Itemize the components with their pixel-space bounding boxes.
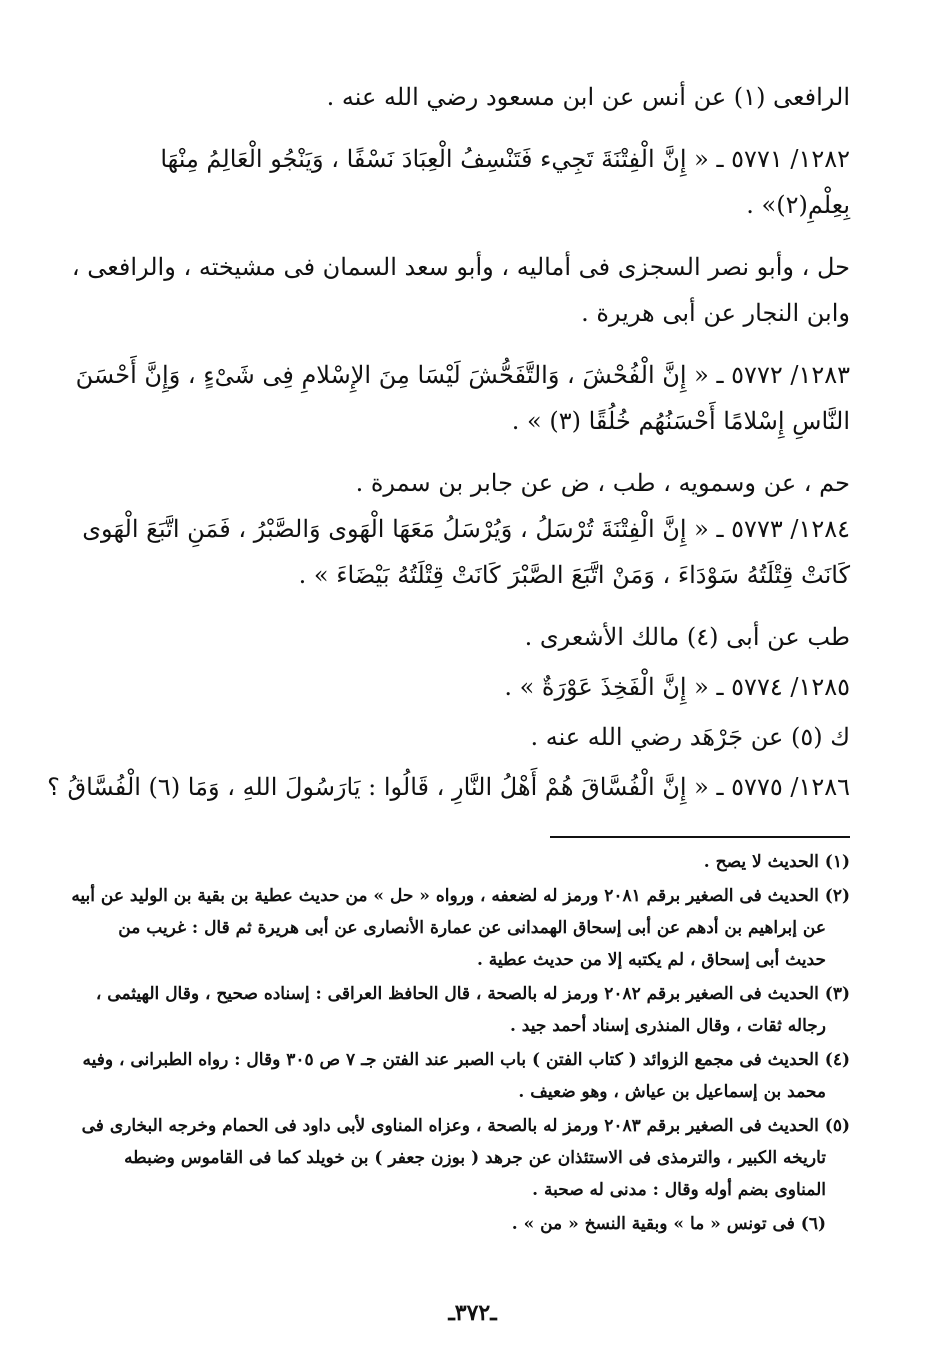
footnote-2 [71,880,850,976]
source-line: وابن النجار عن أبى هريرة . [581,299,850,327]
main-text [47,72,850,812]
hadith-1282-line-1: ١٢٨٢/ ٥٧٧١ ـ « إِنَّ الْفِتْنَةَ تَجِيء فَتَنْسِفُ الْعِبَادَ نَسْفًا ، وَيَنْجُو الْعَالِمُ مِنْهَا [160,145,850,173]
footnote-line: تاريخه الكبير ، والترمذى فى الاستئذان عن جرهد ( بوزن جعفر ) بن خويلد كما فى القاموس وضبطه [124,1148,826,1168]
text-line: الرافعى (١) عن أنس عن ابن مسعود رضي الله عنه . [326,83,850,111]
footnote-divider [550,836,850,838]
footnote-line: حديث أبى إسحاق ، لم يكتبه إلا من حديث عطية . [476,950,826,970]
footnote-1 [95,846,850,878]
source-line: ك (٥) عن جَرْهَد رضي الله عنه . [530,723,850,751]
footnote-line: محمد بن إسماعيل بن عياش ، وهو ضعيف . [518,1082,826,1102]
footnote-line: (٣) الحديث فى الصغير برقم ٢٠٨٢ ورمز له بالصحة ، قال الحافظ العراقى : إسناده صحيح ، وقال الهيثمى ، [95,984,850,1004]
hadith-1282-line-2: بِعِلْمِ(٢)» . [746,191,850,219]
footnote-line: رجاله ثقات ، وقال المنذرى إسناد أحمد جيد . [509,1016,826,1036]
footnote-4 [82,1044,850,1108]
hadith-1283-line-2: النَّاسِ إِسْلامًا أَحْسَنُهُم خُلُقًا (٣) » . [511,407,850,435]
hadith-1284-line-2: كَانَتْ قِتْلَتُهُ سَوْدَاءَ ، وَمَنْ اتَّبَعَ الصَّبْرَ كَانَتْ قِتْلَتُهُ بَيْضَاءَ » . [298,561,850,589]
footnote-line: (٤) الحديث فى مجمع الزوائد ( كتاب الفتن ) باب الصبر عند الفتن جـ ٧ ص ٣٠٥ وقال : رواه الطبرانى ، وفيه [82,1050,850,1070]
footnotes-section [71,846,850,1242]
page-number: ـ٣٧٢ـ [448,1300,497,1326]
footnote-line: (٦) فى تونس « ما » وبقية النسخ « من » . [511,1214,826,1234]
footnote-5 [81,1110,850,1206]
footnote-line: (١) الحديث لا يصح . [703,852,850,872]
footnote-line: (٢) الحديث فى الصغير برقم ٢٠٨١ ورمز له لضعفه ، ورواه « حل » من حديث عطية بن بقية بن الوليد عن أبيه [71,886,850,906]
footnote-line: (٥) الحديث فى الصغير برقم ٢٠٨٣ ورمز له بالصحة ، وعزاه المناوى لأبى داود فى الحمام وخرجه البخارى فى [81,1116,850,1136]
hadith-1286-line: ١٢٨٦/ ٥٧٧٥ ـ « إِنَّ الْفُسَّاقَ هُمْ أَهْلُ النَّارِ ، قَالُوا : يَارَسُولَ اللهِ ، وَمَا (٦) الْفُسَّاقُ ؟ [47,773,850,801]
hadith-1284-line-1: ١٢٨٤/ ٥٧٧٣ ـ « إِنَّ الْفِتْنَةَ تُرْسَلُ ، وَيُرْسَلُ مَعَهَا الْهَوى وَالصَّبْرُ ، فَمَنِ اتَّبَعَ الْهَوى [82,515,850,543]
footnote-line: عن إبراهيم بن أدهم عن أبى إسحاق الهمدانى عن عمارة الأنصارى عن أبى هريرة ثم قال : غريب من [118,918,826,938]
footnote-3 [95,978,850,1042]
source-line: حم ، عن وسمويه ، طب ، ض عن جابر بن سمرة . [355,469,850,497]
source-line: طب عن أبى (٤) مالك الأشعرى . [524,623,850,651]
footnote-6 [95,1208,850,1240]
source-line: حل ، وأبو نصر السجزى فى أماليه ، وأبو سعد السمان فى مشيخته ، والرافعى ، [71,253,850,281]
footnote-line: المناوى بضم أوله وقال : مدنى له صحبة . [532,1180,826,1200]
hadith-1285-line: ١٢٨٥/ ٥٧٧٤ ـ « إِنَّ الْفَخِذَ عَوْرَةٌ » . [504,673,850,701]
hadith-1283-line-1: ١٢٨٣/ ٥٧٧٢ ـ « إِنَّ الْفُحْشَ ، وَالتَّفَحُّشَ لَيْسَا مِنَ الإِسْلامِ فِى شَىْءٍ ، وَإِنَّ أَحْسَنَ [75,361,850,389]
